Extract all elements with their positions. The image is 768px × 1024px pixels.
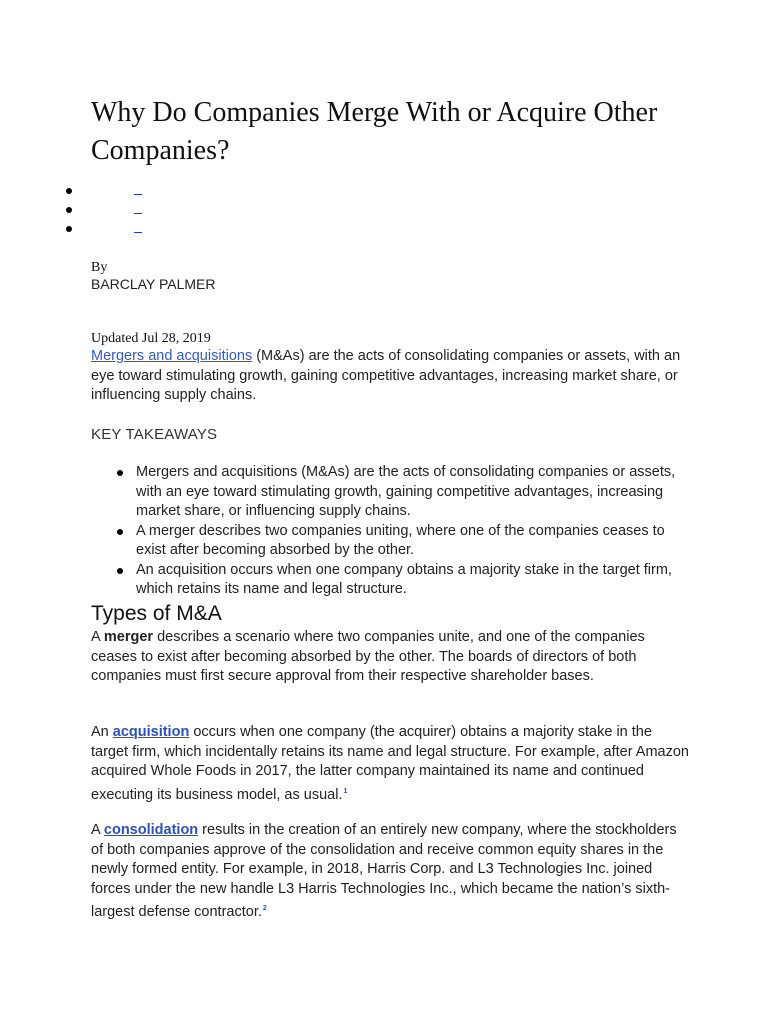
bullet-icon [66,207,72,213]
merger-paragraph [91,628,691,687]
consolidation-lead: A [91,822,104,838]
acquisition-paragraph [91,723,691,805]
key-takeaways-heading: KEY TAKEAWAYS [91,426,218,443]
intro-paragraph [91,347,691,406]
types-heading: Types of M&A [91,602,222,625]
updated-date: Updated Jul 28, 2019 [91,331,211,346]
list-item [116,463,676,522]
byline-label: By [91,260,108,275]
bullet-icon [66,188,72,194]
takeaway-text: A merger describes two companies uniting, where one of the companies ceases to exist after becoming absorbed by the other. [136,522,665,558]
takeaway-text: An acquisition occurs when one company obtains a majority stake in the target firm, which retains its name and legal structure. [136,561,672,597]
acquisition-lead: An [91,724,113,740]
consolidation-text: results in the creation of an entirely new company, where the stockholders of both companies approve of the consolidation and receive common equity shares in the newly formed entity. For example, in 2018, Harris Corp. and L3 Technologies Inc. joined forces under the new handle L3 Harris Technologies Inc., which became the nation’s sixth-largest defense contractor. [91,822,677,920]
bullet-icon [66,226,72,232]
consolidation-paragraph [91,821,691,922]
share-link-2[interactable] [134,203,142,214]
takeaway-text: Mergers and acquisitions (M&As) are the acts of consolidating companies or assets, with an eye toward stimulating growth, gaining competitive advantages, increasing market share, or influencing supply chains. [136,464,676,519]
intro-text: (M&As) are the acts of consolidating companies or assets, with an eye toward stimulating growth, gaining competitive advantages, increasing market share, or influencing supply chains. [91,348,681,403]
key-takeaways-list [116,463,676,600]
citation-link-1[interactable]: 1 [343,787,348,795]
bullet-icon [117,529,123,535]
consolidation-link[interactable]: consolidation [103,822,199,838]
mergers-acquisitions-link[interactable]: Mergers and acquisitions [91,348,253,364]
acquisition-link[interactable]: acquisition [112,724,190,740]
article-title: Why Do Companies Merge With or Acquire Other Companies? [91,97,658,166]
list-item [116,561,676,600]
merger-term: merger [103,629,154,645]
author-name[interactable]: BARCLAY PALMER [91,276,216,292]
bullet-icon [117,568,123,574]
list-item [116,522,676,561]
bullet-icon [117,470,123,476]
citation-link-2[interactable]: 2 [262,905,267,912]
acquisition-text: occurs when one company (the acquirer) obtains a majority stake in the target firm, which incidentally retains its name and legal structure. For example, after Amazon acquired Whole Foods in 2017, the latter company maintained its name and continued executing its business model, as usual. [91,724,689,803]
share-link-1[interactable] [134,184,142,195]
merger-text: describes a scenario where two companies unite, and one of the companies ceases to exist after becoming absorbed by the other. The boards of directors of both companies must first secure approval from their respective shareholder bases. [91,629,645,684]
share-link-3[interactable] [134,222,142,233]
merger-lead: A [91,629,104,645]
